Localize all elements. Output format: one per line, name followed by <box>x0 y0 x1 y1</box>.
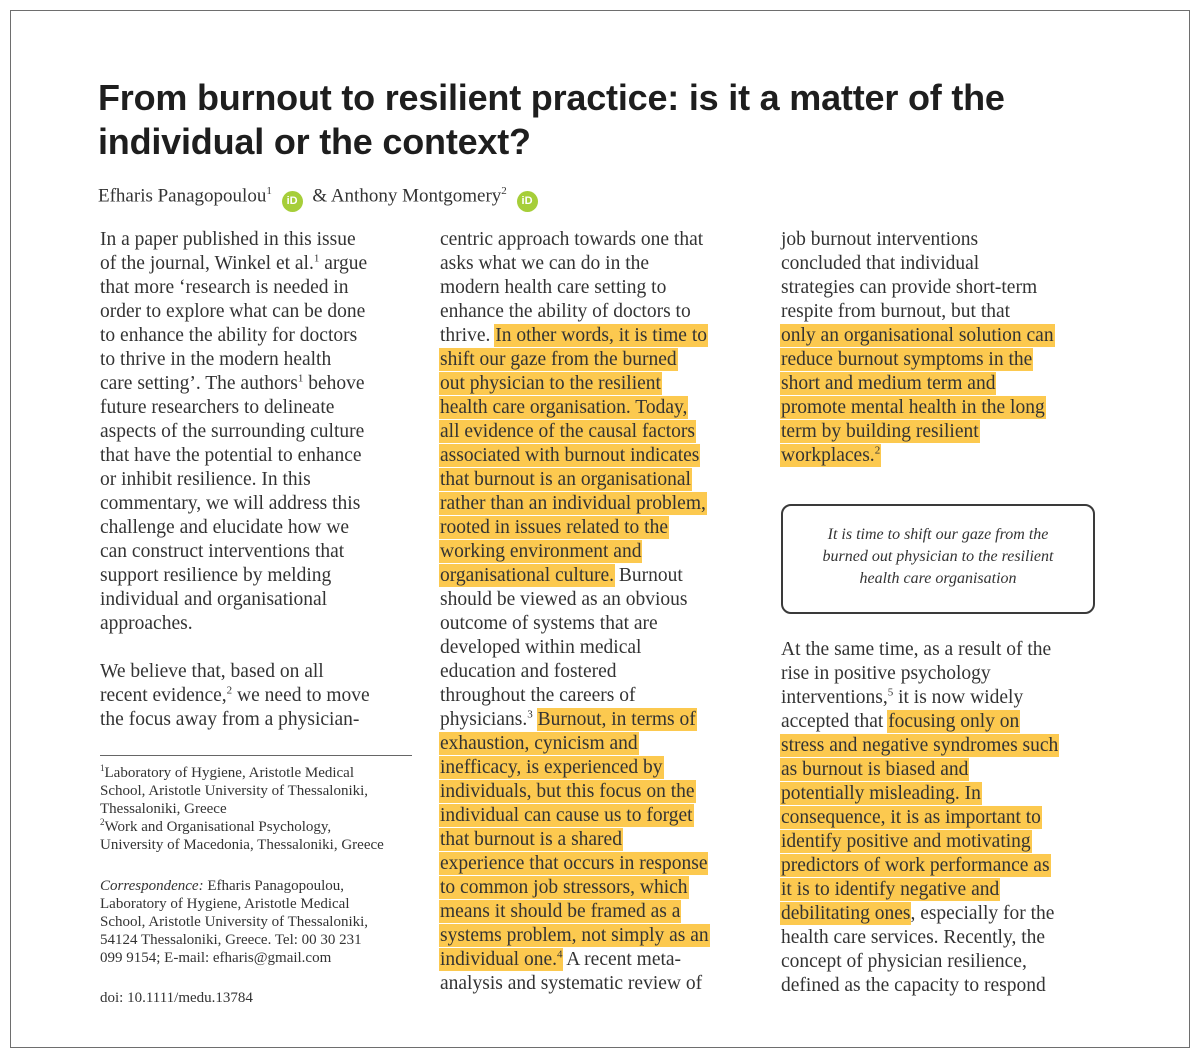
text-line <box>440 372 709 396</box>
text-line <box>100 612 370 636</box>
text-run: behove <box>303 373 365 394</box>
text-line <box>440 492 709 516</box>
text-line <box>781 372 1054 396</box>
text-run: individual and organisational <box>100 589 328 610</box>
text-run: outcome of systems that are <box>440 613 658 634</box>
text-run: or inhibit resilience. In this <box>100 469 311 490</box>
pull-quote-line: It is time to shift our gaze from the <box>827 526 1049 543</box>
text-run <box>533 709 538 730</box>
text-run: challenge and elucidate how we <box>100 517 350 538</box>
highlighted-text: all evidence of the causal factors <box>440 421 695 442</box>
text-line <box>781 396 1054 420</box>
footnote-divider <box>100 755 412 756</box>
correspondence-line: Efharis Panagopoulou, <box>203 878 344 894</box>
text-run: can construct interventions that <box>100 541 345 562</box>
text-line <box>100 276 370 300</box>
text-line <box>440 732 709 756</box>
highlighted-text: shift our gaze from the burned <box>440 349 677 370</box>
text-line <box>781 300 1054 324</box>
text-run: strategies can provide short-term <box>781 277 1038 298</box>
highlighted-text: consequence, it is as important to <box>781 807 1041 828</box>
text-run: that more ‘research is needed in <box>100 277 349 298</box>
highlighted-text: it is to identify negative and <box>781 879 1000 900</box>
affiliation-marker: 1 <box>266 185 272 197</box>
highlighted-text: workplaces.$^2$ <box>781 444 881 466</box>
text-run: care setting’. The authors <box>100 373 298 394</box>
affiliations <box>100 764 384 854</box>
text-line <box>100 588 370 612</box>
highlighted-text: rooted in issues related to the <box>440 517 668 538</box>
text-line <box>100 372 370 396</box>
highlighted-text: debilitating ones <box>781 903 911 924</box>
highlighted-text: identify positive and motivating <box>781 831 1031 852</box>
text-run: thrive. <box>440 325 496 346</box>
text-run: We believe that, based on all <box>100 661 324 682</box>
text-line <box>440 708 709 732</box>
correspondence-label: Correspondence: <box>100 878 204 894</box>
affiliation-line: Work and Organisational Psychology, <box>104 819 332 835</box>
text-line <box>781 854 1058 878</box>
text-run: support resilience by melding <box>100 565 332 586</box>
text-line <box>100 492 370 516</box>
text-run: of the journal, Winkel et al. <box>100 253 314 274</box>
affiliation-line: Thessaloniki, Greece <box>100 801 227 817</box>
text-run: approaches. <box>100 613 193 634</box>
text-run: accepted that <box>781 711 889 732</box>
highlighted-text: working environment and <box>440 541 642 562</box>
orcid-icon[interactable]: iD <box>517 191 538 212</box>
text-line <box>781 228 1054 252</box>
highlighted-text: individuals, but this focus on the <box>440 781 695 802</box>
highlighted-text: In other words, it is time to <box>495 325 708 346</box>
affiliation-marker: 1 <box>100 763 105 773</box>
affiliation-line: School, Aristotle University of Thessaloniki, <box>100 783 369 799</box>
text-run: At the same time, as a result of the <box>781 639 1052 660</box>
highlighted-text: potentially misleading. In <box>781 783 981 804</box>
text-line <box>781 276 1054 300</box>
affiliation-line: Laboratory of Hygiene, Aristotle Medical <box>104 765 355 781</box>
text-run: rise in positive psychology <box>781 663 991 684</box>
text-line <box>781 686 1058 710</box>
text-line <box>100 420 370 444</box>
highlighted-text: promote mental health in the long <box>781 397 1045 418</box>
correspondence-line: School, Aristotle University of Thessaloniki, <box>100 914 369 930</box>
text-line <box>440 540 709 564</box>
reference-marker: 4 <box>556 948 563 961</box>
highlighted-text: Burnout, in terms of <box>537 709 696 730</box>
text-run: that have the potential to enhance <box>100 445 362 466</box>
text-run: throughout the careers of <box>440 685 636 706</box>
author-name[interactable]: Anthony Montgomery <box>330 185 502 207</box>
text-line <box>440 828 709 852</box>
highlighted-text: only an organisational solution can <box>781 325 1054 346</box>
text-run: , especially for the <box>910 903 1055 924</box>
text-line <box>440 612 709 636</box>
highlighted-text: rather than an individual problem, <box>440 493 706 514</box>
pull-quote-line: health care organisation <box>859 570 1017 587</box>
highlighted-text: organisational culture. <box>440 565 615 586</box>
text-line <box>440 516 709 540</box>
body-column-1 <box>100 228 370 732</box>
highlighted-text: as burnout is biased and <box>781 759 969 780</box>
highlighted-text: associated with burnout indicates <box>440 445 700 466</box>
correspondence-line: 54124 Thessaloniki, Greece. Tel: 00 30 231 <box>100 932 362 948</box>
text-line <box>781 782 1058 806</box>
text-run: we need to move <box>232 685 370 706</box>
text-run: concept of physician resilience, <box>781 951 1027 972</box>
highlighted-text: individual one.$^4$ <box>440 948 563 970</box>
text-line <box>100 684 370 708</box>
doi-link[interactable]: doi: 10.1111/medu.13784 <box>100 990 253 1006</box>
text-line <box>100 516 370 540</box>
text-run: modern health care setting to <box>440 277 667 298</box>
highlighted-text: means it should be framed as a <box>440 901 681 922</box>
text-line <box>440 636 709 660</box>
text-line <box>440 324 709 348</box>
text-line <box>440 684 709 708</box>
highlighted-text: health care organisation. Today, <box>440 397 688 418</box>
text-run: education and fostered <box>440 661 617 682</box>
body-column-3-bottom <box>781 638 1058 998</box>
text-run: respite from burnout, but that <box>781 301 1011 322</box>
text-line <box>440 876 709 900</box>
author-name[interactable]: Efharis Panagopoulou <box>98 185 267 207</box>
text-line <box>781 926 1058 950</box>
text-line <box>440 756 709 780</box>
text-line <box>781 902 1058 926</box>
text-line <box>440 924 709 948</box>
text-run: to thrive in the modern health <box>100 349 332 370</box>
text-line <box>781 444 1054 468</box>
text-line <box>440 348 709 372</box>
text-run: centric approach towards one that <box>440 229 704 250</box>
text-line <box>781 974 1058 998</box>
text-line <box>440 228 709 252</box>
reference-marker: 1 <box>313 252 320 265</box>
text-line <box>781 734 1058 758</box>
article-title: From burnout to resilient practice: is it a matter of the individual or the context? <box>98 77 1005 162</box>
paragraph-gap <box>100 636 370 660</box>
author-separator: & <box>312 185 328 207</box>
text-line <box>440 804 709 828</box>
text-line <box>100 660 370 684</box>
text-run: future researchers to delineate <box>100 397 335 418</box>
text-run: health care services. Recently, the <box>781 927 1046 948</box>
text-run: the focus away from a physician- <box>100 709 360 730</box>
text-line <box>440 780 709 804</box>
text-run: recent evidence, <box>100 685 227 706</box>
text-line <box>781 420 1054 444</box>
affiliation-marker: 2 <box>100 817 105 827</box>
text-line <box>440 396 709 420</box>
text-line <box>781 710 1058 734</box>
text-line <box>440 252 709 276</box>
text-line <box>440 420 709 444</box>
pull-quote-line: burned out physician to the resilient <box>822 548 1054 565</box>
text-run: commentary, we will address this <box>100 493 361 514</box>
text-line <box>440 972 709 996</box>
text-line <box>781 348 1054 372</box>
body-column-3-top <box>781 228 1054 468</box>
highlighted-text: to common job stressors, which <box>440 877 688 898</box>
affiliation-line: University of Macedonia, Thessaloniki, Greece <box>100 837 384 853</box>
correspondence-email-line[interactable]: 099 9154; E-mail: efharis@gmail.com <box>100 950 332 966</box>
text-run: interventions, <box>781 687 888 708</box>
text-run: defined as the capacity to respond <box>781 975 1046 996</box>
text-run: enhance the ability of doctors to <box>440 301 691 322</box>
reference-marker: 1 <box>297 372 304 385</box>
text-line <box>440 300 709 324</box>
text-line <box>440 852 709 876</box>
text-run: order to explore what can be done <box>100 301 366 322</box>
text-run: physicians. <box>440 709 528 730</box>
text-line <box>440 276 709 300</box>
text-run: aspects of the surrounding culture <box>100 421 365 442</box>
body-column-2 <box>440 228 709 996</box>
highlighted-text: that burnout is an organisational <box>440 469 691 490</box>
affiliation-marker: 2 <box>501 185 507 197</box>
text-line <box>781 252 1054 276</box>
text-line <box>100 468 370 492</box>
text-run: asks what we can do in the <box>440 253 650 274</box>
text-run: concluded that individual <box>781 253 980 274</box>
text-run: job burnout interventions <box>781 229 979 250</box>
text-line <box>100 252 370 276</box>
text-run: In a paper published in this issue <box>100 229 356 250</box>
text-run: analysis and systematic review of <box>440 973 703 994</box>
text-line <box>440 444 709 468</box>
text-run: A recent meta- <box>562 949 682 970</box>
reference-marker: 5 <box>887 686 894 699</box>
text-line <box>100 540 370 564</box>
text-line <box>440 948 709 972</box>
text-line <box>781 662 1058 686</box>
pull-quote <box>781 504 1095 614</box>
reference-marker: 2 <box>226 684 233 697</box>
correspondence <box>100 877 368 967</box>
orcid-icon[interactable]: iD <box>282 191 303 212</box>
text-line <box>781 950 1058 974</box>
text-line <box>781 324 1054 348</box>
highlighted-text: term by building resilient <box>781 421 979 442</box>
text-line <box>440 564 709 588</box>
correspondence-line: Laboratory of Hygiene, Aristotle Medical <box>100 896 350 912</box>
text-line <box>100 444 370 468</box>
text-line <box>440 468 709 492</box>
highlighted-text: exhaustion, cynicism and <box>440 733 638 754</box>
text-line <box>781 758 1058 782</box>
highlighted-text: reduce burnout symptoms in the <box>781 349 1033 370</box>
text-line <box>781 806 1058 830</box>
author-line <box>98 178 543 212</box>
text-line <box>100 228 370 252</box>
text-line <box>781 830 1058 854</box>
text-line <box>440 588 709 612</box>
text-run: argue <box>319 253 368 274</box>
text-line <box>781 878 1058 902</box>
highlighted-text: short and medium term and <box>781 373 996 394</box>
text-line <box>440 660 709 684</box>
highlighted-text: predictors of work performance as <box>781 855 1050 876</box>
text-line <box>100 348 370 372</box>
text-line <box>100 708 370 732</box>
highlighted-text: systems problem, not simply as an <box>440 925 709 946</box>
highlighted-text: inefficacy, is experienced by <box>440 757 663 778</box>
text-run: it is now widely <box>893 687 1024 708</box>
text-line <box>100 396 370 420</box>
highlighted-text: experience that occurs in response <box>440 853 708 874</box>
highlighted-text: that burnout is a shared <box>440 829 622 850</box>
text-line <box>100 324 370 348</box>
text-line <box>781 638 1058 662</box>
reference-marker: 2 <box>874 444 881 457</box>
highlighted-text: stress and negative syndromes such <box>781 735 1059 756</box>
text-run: should be viewed as an obvious <box>440 589 688 610</box>
text-run: to enhance the ability for doctors <box>100 325 358 346</box>
text-line <box>440 900 709 924</box>
text-run: Burnout <box>614 565 683 586</box>
highlighted-text: focusing only on <box>888 711 1020 732</box>
highlighted-text: individual can cause us to forget <box>440 805 693 826</box>
highlighted-text: out physician to the resilient <box>440 373 661 394</box>
text-run: developed within medical <box>440 637 642 658</box>
reference-marker: 3 <box>527 708 533 721</box>
text-line <box>100 564 370 588</box>
text-line <box>100 300 370 324</box>
